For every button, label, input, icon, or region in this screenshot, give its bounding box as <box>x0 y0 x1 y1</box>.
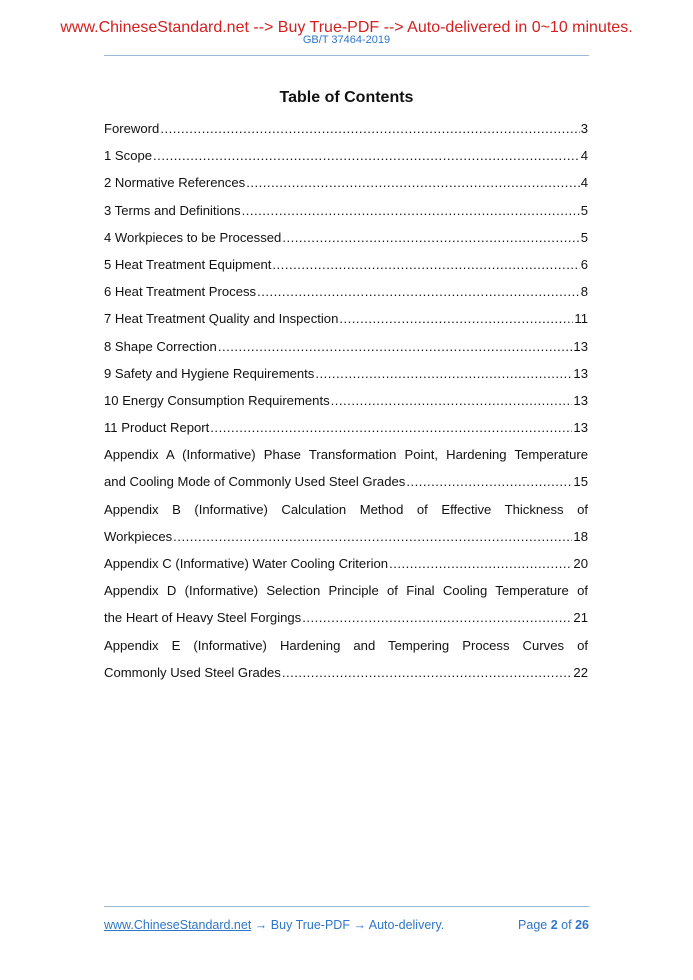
of-word: of <box>561 918 572 932</box>
toc-entry-energy-consumption[interactable] <box>104 391 588 418</box>
toc-dot-leader <box>210 418 572 437</box>
toc-dot-leader <box>242 201 580 220</box>
total-pages-number: 26 <box>575 918 589 932</box>
toc-page-number: 13 <box>573 365 588 381</box>
toc-dot-leader <box>257 282 580 301</box>
footer-site-link[interactable]: www.ChineseStandard.net <box>104 918 252 932</box>
current-page-number: 2 <box>550 918 558 932</box>
toc-dot-leader <box>173 527 572 546</box>
toc-dot-leader <box>282 228 579 247</box>
toc-page-number: 13 <box>573 392 588 408</box>
toc-dot-leader <box>406 472 572 491</box>
toc-entry-appendix-a-line1[interactable]: Appendix A (Informative) Phase Transformation Point, Hardening Temperature <box>104 447 588 463</box>
toc-page-number: 8 <box>580 284 588 300</box>
document-code: GB/T 37464-2019 <box>302 34 391 46</box>
toc-dot-leader <box>218 337 573 356</box>
toc-entry-terms-definitions[interactable] <box>104 201 588 228</box>
toc-entry-label: 1 Scope <box>104 148 153 164</box>
toc-entry-shape-correction[interactable] <box>104 337 588 364</box>
toc-page-number: 15 <box>573 474 588 490</box>
toc-entry-label: the Heart of Heavy Steel Forgings <box>104 610 302 626</box>
footer-delivery-text: Auto-delivery. <box>368 918 445 932</box>
toc-page-number: 13 <box>573 338 588 354</box>
toc-entry-appendix-b-line1[interactable]: Appendix B (Informative) Calculation Method of Effective Thickness of <box>104 501 588 517</box>
toc-page-number: 3 <box>580 121 588 136</box>
toc-dot-leader <box>302 608 572 627</box>
toc-dot-leader <box>339 309 573 328</box>
toc-list <box>104 119 588 690</box>
toc-entry-product-report[interactable] <box>104 418 588 445</box>
toc-entry-workpieces[interactable] <box>104 228 588 255</box>
toc-entry-foreword[interactable] <box>104 119 588 146</box>
toc-dot-leader <box>315 364 572 383</box>
toc-entry-label: Workpieces <box>104 528 173 544</box>
toc-page-number: 5 <box>580 202 588 218</box>
toc-entry-appendix-b[interactable] <box>104 527 588 554</box>
toc-page-number: 6 <box>580 256 588 272</box>
page-footer <box>104 916 589 934</box>
toc-entry-label: 11 Product Report <box>104 420 210 436</box>
toc-entry-label: 5 Heat Treatment Equipment <box>104 256 272 272</box>
toc-dot-leader <box>331 391 573 410</box>
toc-dot-leader <box>153 146 580 165</box>
toc-dot-leader <box>272 255 579 274</box>
toc-entry-safety-hygiene[interactable] <box>104 364 588 391</box>
toc-entry-label: 9 Safety and Hygiene Requirements <box>104 365 315 381</box>
toc-page-number: 20 <box>573 556 588 571</box>
toc-entry-label: 3 Terms and Definitions <box>104 202 241 218</box>
toc-dot-leader <box>160 119 579 138</box>
toc-entry-heat-treatment-equipment[interactable] <box>104 255 588 282</box>
toc-entry-appendix-a[interactable] <box>104 472 588 499</box>
toc-entry-normative-references[interactable] <box>104 173 588 200</box>
toc-entry-label: 6 Heat Treatment Process <box>104 284 257 300</box>
footer-purchase-link[interactable] <box>104 916 444 934</box>
toc-dot-leader <box>246 173 580 192</box>
toc-title: Table of Contents <box>279 89 414 106</box>
toc-page-number: 21 <box>573 610 588 626</box>
right-arrow-icon: → <box>353 918 366 932</box>
toc-page-number: 11 <box>574 311 588 327</box>
toc-entry-label: Foreword <box>104 121 160 136</box>
toc-entry-label: Commonly Used Steel Grades <box>104 664 281 680</box>
toc-entry-appendix-d[interactable] <box>104 608 588 635</box>
header-divider <box>104 55 589 56</box>
toc-entry-label: 8 Shape Correction <box>104 338 217 354</box>
page-word: Page <box>518 918 548 932</box>
toc-dot-leader <box>282 663 573 682</box>
toc-entry-appendix-c[interactable] <box>104 554 588 581</box>
toc-entry-appendix-d-line1[interactable]: Appendix D (Informative) Selection Principle of Final Cooling Temperature of <box>104 583 588 599</box>
toc-entry-label: and Cooling Mode of Commonly Used Steel Grades <box>104 474 406 490</box>
toc-entry-heat-treatment-process[interactable] <box>104 282 588 309</box>
toc-entry-label: 7 Heat Treatment Quality and Inspection <box>104 311 339 327</box>
toc-page-number: 18 <box>573 528 588 544</box>
toc-entry-label: Appendix C (Informative) Water Cooling Criterion <box>104 556 389 571</box>
footer-divider <box>104 906 589 907</box>
toc-page-number: 13 <box>573 420 588 436</box>
toc-dot-leader <box>389 554 572 573</box>
toc-page-number: 4 <box>580 175 588 191</box>
footer-buy-text: Buy True-PDF <box>270 918 350 932</box>
page-indicator <box>518 916 589 934</box>
toc-entry-label: 2 Normative References <box>104 175 246 191</box>
right-arrow-icon: → <box>254 918 268 932</box>
top-banner[interactable]: www.ChineseStandard.net --> Buy True-PDF --> Auto-delivered in 0~10 minutes. <box>60 19 633 36</box>
toc-page-number: 4 <box>580 148 588 164</box>
toc-entry-appendix-e[interactable] <box>104 663 588 690</box>
toc-page-number: 5 <box>580 229 588 245</box>
toc-entry-scope[interactable] <box>104 146 588 173</box>
toc-page-number: 22 <box>573 664 588 680</box>
toc-entry-label: 4 Workpieces to be Processed <box>104 229 282 245</box>
toc-entry-label: 10 Energy Consumption Requirements <box>104 392 330 408</box>
toc-entry-quality-inspection[interactable] <box>104 309 588 336</box>
toc-entry-appendix-e-line1[interactable]: Appendix E (Informative) Hardening and Tempering Process Curves of <box>104 637 588 653</box>
